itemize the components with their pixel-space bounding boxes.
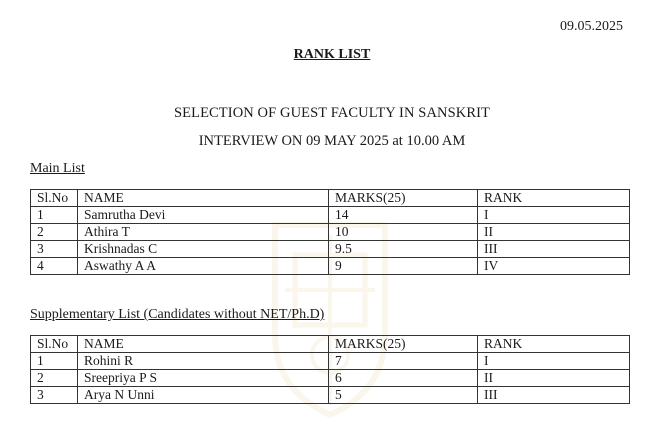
main-list-title: Main List [30, 161, 85, 176]
supplementary-list-title: Supplementary List (Candidates without NET/Ph.D) [30, 307, 325, 322]
cell-rank: I [478, 353, 630, 370]
table-row [31, 353, 630, 370]
cell-marks: 10 [329, 224, 478, 241]
table-row [31, 224, 630, 241]
cell-marks: 6 [329, 370, 478, 387]
cell-rank: III [478, 241, 630, 258]
selection-subtitle: SELECTION OF GUEST FACULTY IN SANSKRIT [174, 105, 490, 121]
table-row [31, 258, 630, 275]
header-name: NAME [78, 336, 329, 353]
table-row [31, 370, 630, 387]
table-row [31, 241, 630, 258]
cell-marks: 14 [329, 207, 478, 224]
page-title: RANK LIST [293, 47, 371, 62]
cell-marks: 9 [329, 258, 478, 275]
cell-name: Arya N Unni [78, 387, 329, 404]
cell-name: Samrutha Devi [78, 207, 329, 224]
table-header-row [31, 190, 630, 207]
cell-marks: 9.5 [329, 241, 478, 258]
header-rank: RANK [478, 336, 630, 353]
main-list-table [30, 189, 630, 275]
cell-rank: IV [478, 258, 630, 275]
cell-name: Aswathy A A [78, 258, 329, 275]
header-rank: RANK [478, 190, 630, 207]
cell-name: Athira T [78, 224, 329, 241]
cell-slno: 1 [31, 207, 78, 224]
cell-name: Sreepriya P S [78, 370, 329, 387]
cell-rank: II [478, 224, 630, 241]
supplementary-list-table [30, 335, 630, 404]
header-slno: Sl.No [31, 190, 78, 207]
table-row [31, 387, 630, 404]
cell-name: Rohini R [78, 353, 329, 370]
header-marks: MARKS(25) [329, 336, 478, 353]
cell-slno: 3 [31, 387, 78, 404]
cell-slno: 4 [31, 258, 78, 275]
interview-subtitle: INTERVIEW ON 09 MAY 2025 at 10.00 AM [198, 133, 466, 149]
cell-rank: III [478, 387, 630, 404]
header-name: NAME [78, 190, 329, 207]
cell-marks: 5 [329, 387, 478, 404]
document-date: 09.05.2025 [560, 19, 623, 34]
table-row [31, 207, 630, 224]
cell-slno: 1 [31, 353, 78, 370]
cell-slno: 3 [31, 241, 78, 258]
cell-rank: II [478, 370, 630, 387]
header-marks: MARKS(25) [329, 190, 478, 207]
cell-rank: I [478, 207, 630, 224]
cell-marks: 7 [329, 353, 478, 370]
table-header-row [31, 336, 630, 353]
cell-slno: 2 [31, 370, 78, 387]
cell-name: Krishnadas C [78, 241, 329, 258]
cell-slno: 2 [31, 224, 78, 241]
header-slno: Sl.No [31, 336, 78, 353]
